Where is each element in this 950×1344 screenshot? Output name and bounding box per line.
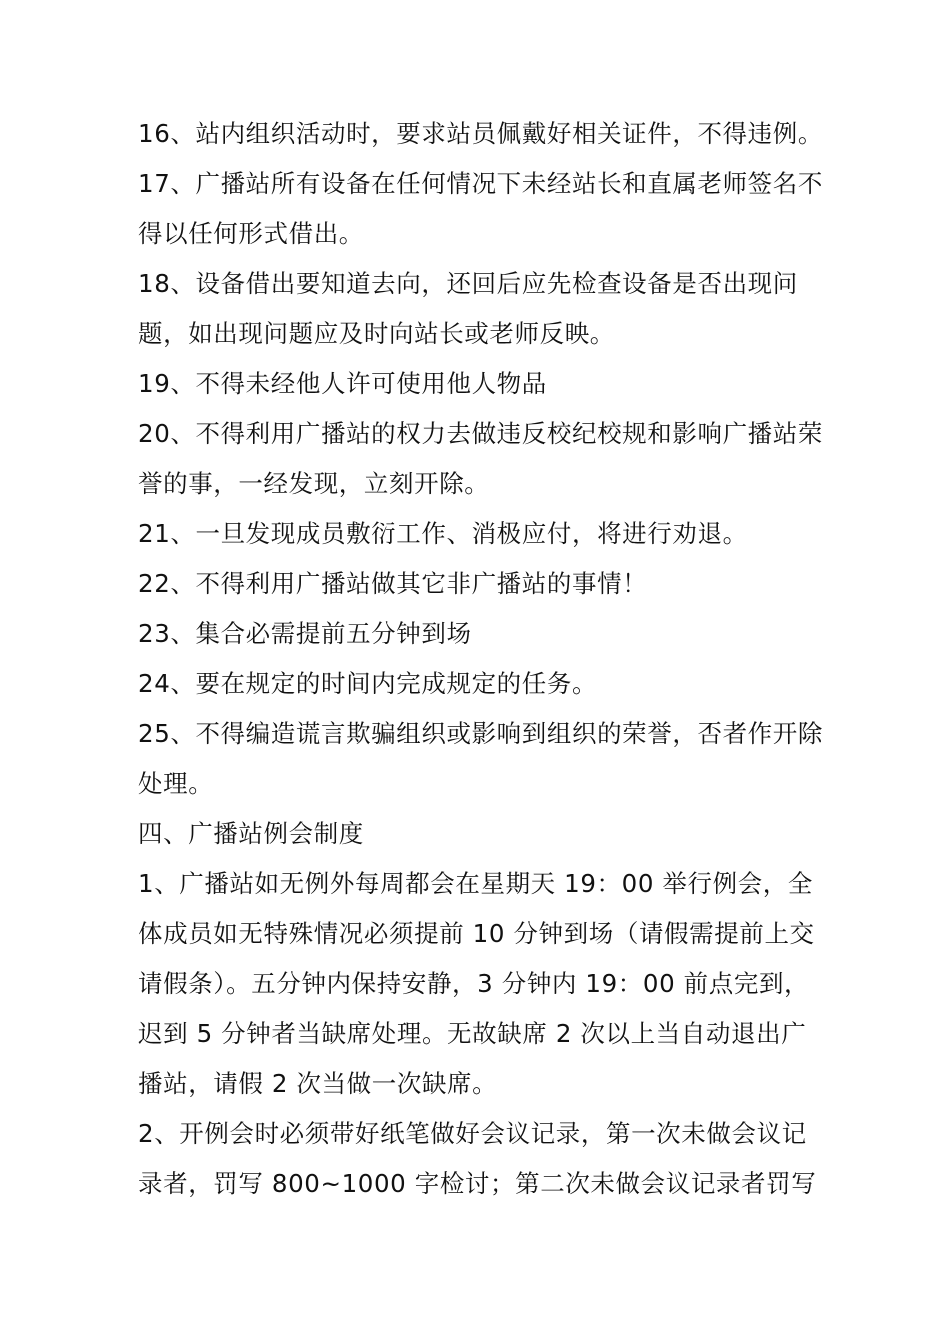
rule-24: 24、要在规定的时间内完成规定的任务。 [138, 669, 598, 698]
rule-16: 16、站内组织活动时，要求站员佩戴好相关证件，不得违例。 [138, 119, 823, 148]
document-body [138, 109, 828, 1209]
section-heading: 四、广播站例会制度 [138, 819, 364, 848]
rule-25: 25、不得编造谎言欺骗组织或影响到组织的荣誉，否者作开除处理。 [138, 719, 823, 798]
rule-19: 19、不得未经他人许可使用他人物品 [138, 369, 547, 398]
meeting-rule-2: 2、开例会时必须带好纸笔做好会议记录，第一次未做会议记录者，罚写 800~1000 字检讨；第二次未做会议记录者罚写 [138, 1119, 817, 1198]
meeting-rule-1: 1、广播站如无例外每周都会在星期天 19：00 举行例会，全体成员如无特殊情况必须提前 10 分钟到场（请假需提前上交请假条）。五分钟内保持安静，3 分钟内 19：00 前点完到，迟到 5 分钟者当缺席处理。无故缺席 2 次以上当自动退出广播站，请假 2 次当做一次缺席。 [138, 869, 815, 1098]
rule-23: 23、集合必需提前五分钟到场 [138, 619, 472, 648]
rule-22: 22、不得利用广播站做其它非广播站的事情！ [138, 569, 648, 598]
rule-18: 18、设备借出要知道去向，还回后应先检查设备是否出现问题，如出现问题应及时向站长或老师反映。 [138, 269, 798, 348]
rule-17: 17、广播站所有设备在任何情况下未经站长和直属老师签名不得以任何形式借出。 [138, 169, 823, 248]
rule-21: 21、一旦发现成员敷衍工作、消极应付，将进行劝退。 [138, 519, 748, 548]
rule-20: 20、不得利用广播站的权力去做违反校纪校规和影响广播站荣誉的事，一经发现，立刻开除。 [138, 419, 823, 498]
